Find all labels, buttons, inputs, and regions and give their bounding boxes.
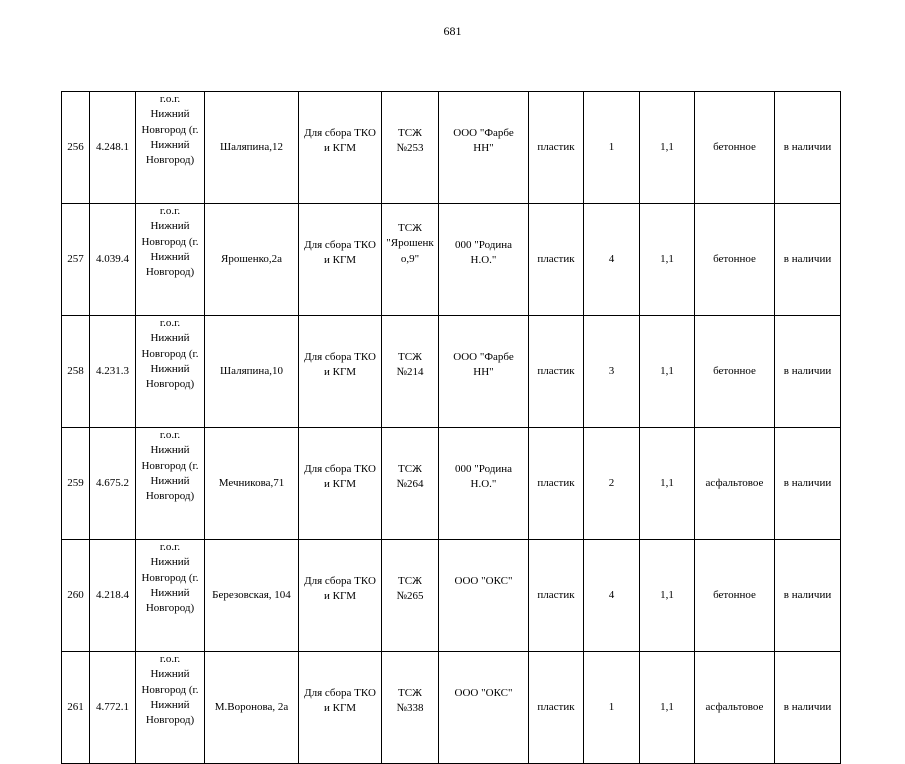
cell-address: Шаляпина,12 — [205, 92, 299, 204]
cell-operator-line: ООО "ОКС" — [454, 687, 513, 699]
table-row — [62, 652, 841, 764]
page-number: 681 — [443, 24, 462, 38]
cell-count: 4 — [584, 204, 640, 316]
cell-municipality-line: Новгород (г. — [141, 683, 199, 696]
cell-owner-line: ТСЖ — [398, 463, 422, 475]
cell-purpose — [299, 652, 382, 764]
cell-purpose-line: и КГМ — [324, 478, 356, 491]
cell-status: в наличии — [775, 428, 841, 540]
table-row — [62, 540, 841, 652]
cell-site-code: 4.039.4 — [90, 204, 136, 316]
cell-owner — [382, 316, 439, 428]
cell-municipality-line: г.о.г. — [159, 541, 181, 553]
cell-row-number: 258 — [62, 316, 90, 428]
cell-volume: 1,1 — [640, 316, 695, 428]
cell-municipality-line: Новгород (г. — [141, 235, 199, 248]
cell-site-code: 4.218.4 — [90, 540, 136, 652]
cell-operator-line: Н.О." — [470, 254, 497, 267]
cell-address: Березовская, 104 — [205, 540, 299, 652]
cell-municipality-line: Новгород) — [145, 378, 195, 391]
cell-municipality — [136, 428, 205, 540]
cell-municipality-line: г.о.г. — [159, 93, 181, 105]
cell-owner — [382, 428, 439, 540]
cell-owner — [382, 204, 439, 316]
cell-purpose-line: Для сбора ТКО — [304, 127, 376, 139]
cell-municipality-line: Новгород) — [145, 714, 195, 727]
cell-material: пластик — [529, 92, 584, 204]
cell-municipality — [136, 316, 205, 428]
cell-owner-line: №253 — [396, 142, 424, 155]
cell-operator-line: ООО "ОКС" — [454, 575, 513, 587]
cell-count: 2 — [584, 428, 640, 540]
cell-municipality-line: Нижний — [150, 108, 190, 121]
cell-owner — [382, 652, 439, 764]
cell-volume: 1,1 — [640, 540, 695, 652]
cell-surface: бетонное — [695, 204, 775, 316]
cell-owner-line: №338 — [396, 702, 424, 715]
cell-municipality-line: Нижний — [150, 250, 190, 263]
cell-municipality — [136, 204, 205, 316]
cell-operator-line: 000 "Родина — [454, 463, 513, 475]
cell-owner-line: ТСЖ — [398, 351, 422, 363]
cell-purpose-line: и КГМ — [324, 366, 356, 379]
cell-owner — [382, 92, 439, 204]
cell-municipality-line: Новгород) — [145, 154, 195, 167]
cell-owner-line: "Ярошенк — [386, 237, 434, 250]
cell-address: Мечникова,71 — [205, 428, 299, 540]
cell-material: пластик — [529, 204, 584, 316]
cell-status: в наличии — [775, 540, 841, 652]
cell-municipality-line: Нижний — [150, 220, 190, 233]
cell-purpose-line: Для сбора ТКО — [304, 351, 376, 363]
cell-municipality-line: Нижний — [150, 668, 190, 681]
cell-operator — [439, 540, 529, 652]
cell-material: пластик — [529, 316, 584, 428]
cell-purpose-line: и КГМ — [324, 142, 356, 155]
cell-operator-line: НН" — [473, 366, 494, 379]
cell-municipality — [136, 92, 205, 204]
cell-status: в наличии — [775, 204, 841, 316]
cell-owner-line: о,9" — [400, 252, 420, 265]
cell-volume: 1,1 — [640, 204, 695, 316]
cell-purpose — [299, 316, 382, 428]
cell-municipality — [136, 652, 205, 764]
cell-municipality-line: г.о.г. — [159, 429, 181, 441]
cell-material: пластик — [529, 652, 584, 764]
cell-operator-line: ООО "Фарбе — [453, 127, 514, 139]
cell-municipality-line: Нижний — [150, 332, 190, 345]
cell-purpose-line: и КГМ — [324, 590, 356, 603]
cell-municipality-line: Новгород (г. — [141, 123, 199, 136]
cell-material: пластик — [529, 540, 584, 652]
cell-status: в наличии — [775, 92, 841, 204]
cell-surface: асфальтовое — [695, 652, 775, 764]
cell-owner-line: ТСЖ — [398, 575, 422, 587]
cell-row-number: 259 — [62, 428, 90, 540]
cell-site-code: 4.675.2 — [90, 428, 136, 540]
cell-operator — [439, 428, 529, 540]
cell-operator — [439, 652, 529, 764]
cell-municipality — [136, 540, 205, 652]
cell-owner — [382, 540, 439, 652]
cell-municipality-line: Нижний — [150, 138, 190, 151]
cell-volume: 1,1 — [640, 652, 695, 764]
cell-site-code: 4.231.3 — [90, 316, 136, 428]
table-row — [62, 92, 841, 204]
cell-volume: 1,1 — [640, 92, 695, 204]
cell-purpose-line: Для сбора ТКО — [304, 687, 376, 699]
cell-owner-line: №264 — [396, 478, 424, 491]
cell-municipality-line: Новгород (г. — [141, 571, 199, 584]
cell-operator-line: ООО "Фарбе — [453, 351, 514, 363]
cell-status: в наличии — [775, 316, 841, 428]
cell-municipality-line: Новгород (г. — [141, 347, 199, 360]
cell-purpose-line: Для сбора ТКО — [304, 575, 376, 587]
cell-municipality-line: Нижний — [150, 586, 190, 599]
cell-owner-line: №214 — [396, 366, 424, 379]
cell-surface: бетонное — [695, 540, 775, 652]
cell-purpose — [299, 92, 382, 204]
cell-municipality-line: Нижний — [150, 444, 190, 457]
cell-municipality-line: Новгород) — [145, 602, 195, 615]
cell-row-number: 256 — [62, 92, 90, 204]
cell-address: Шаляпина,10 — [205, 316, 299, 428]
cell-purpose — [299, 540, 382, 652]
cell-address: Ярошенко,2а — [205, 204, 299, 316]
cell-purpose — [299, 204, 382, 316]
cell-status: в наличии — [775, 652, 841, 764]
cell-purpose-line: Для сбора ТКО — [304, 239, 376, 251]
register-body — [62, 92, 841, 764]
cell-operator — [439, 92, 529, 204]
cell-surface: бетонное — [695, 92, 775, 204]
cell-site-code: 4.248.1 — [90, 92, 136, 204]
cell-municipality-line: Новгород) — [145, 266, 195, 279]
cell-address: М.Воронова, 2а — [205, 652, 299, 764]
cell-operator — [439, 204, 529, 316]
cell-municipality-line: Нижний — [150, 474, 190, 487]
cell-purpose — [299, 428, 382, 540]
cell-municipality-line: г.о.г. — [159, 653, 181, 665]
cell-municipality-line: г.о.г. — [159, 205, 181, 217]
cell-purpose-line: и КГМ — [324, 702, 356, 715]
table-row — [62, 316, 841, 428]
cell-operator — [439, 316, 529, 428]
register-table — [61, 91, 841, 764]
cell-owner-line: ТСЖ — [398, 222, 422, 234]
cell-purpose-line: и КГМ — [324, 254, 356, 267]
cell-owner-line: ТСЖ — [398, 687, 422, 699]
cell-operator-line: Н.О." — [470, 478, 497, 491]
cell-material: пластик — [529, 428, 584, 540]
cell-row-number: 257 — [62, 204, 90, 316]
cell-operator-line: 000 "Родина — [454, 239, 513, 251]
cell-operator-line: НН" — [473, 142, 494, 155]
cell-municipality-line: Новгород) — [145, 490, 195, 503]
cell-surface: бетонное — [695, 316, 775, 428]
cell-municipality-line: Нижний — [150, 556, 190, 569]
cell-owner-line: ТСЖ — [398, 127, 422, 139]
cell-count: 1 — [584, 652, 640, 764]
cell-municipality-line: Нижний — [150, 362, 190, 375]
cell-site-code: 4.772.1 — [90, 652, 136, 764]
cell-count: 3 — [584, 316, 640, 428]
cell-owner-line: №265 — [396, 590, 424, 603]
cell-municipality-line: Нижний — [150, 698, 190, 711]
cell-volume: 1,1 — [640, 428, 695, 540]
cell-purpose-line: Для сбора ТКО — [304, 463, 376, 475]
cell-row-number: 260 — [62, 540, 90, 652]
cell-municipality-line: Новгород (г. — [141, 459, 199, 472]
cell-count: 4 — [584, 540, 640, 652]
table-row — [62, 204, 841, 316]
table-row — [62, 428, 841, 540]
cell-count: 1 — [584, 92, 640, 204]
cell-municipality-line: г.о.г. — [159, 317, 181, 329]
cell-row-number: 261 — [62, 652, 90, 764]
cell-surface: асфальтовое — [695, 428, 775, 540]
